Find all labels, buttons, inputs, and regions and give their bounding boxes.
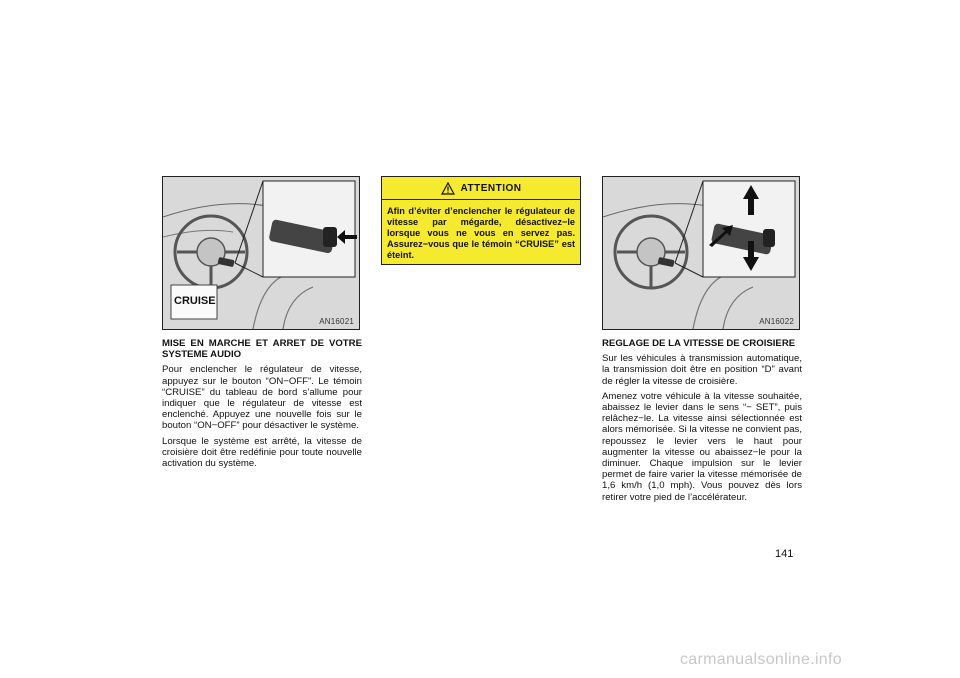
attention-text: Afin d’éviter d’enclencher le régulateur de vitesse par mégarde, désactivez−le lorsque vous ne vous en servez pas. Assurez−vous que le témoin “CRUISE” est éteint. <box>387 206 575 260</box>
warning-triangle-icon <box>441 182 455 195</box>
right-heading: REGLAGE DE LA VITESSE DE CROISIERE <box>602 338 796 349</box>
cruise-indicator-label: CRUISE <box>174 295 216 307</box>
attention-box <box>381 176 581 265</box>
watermark: carmanualsonline.info <box>680 651 842 668</box>
left-heading: MISE EN MARCHE ET ARRET DE VOTRE SYSTEME AUDIO <box>162 338 362 361</box>
left-paragraph-1: Pour enclencher le régulateur de vitesse, appuyez sur le bouton “ON−OFF”. Le témoin “CRUISE” du tableau de bord s’allume pour indiquer que le régulateur de vitesse est enclenché. Appuyez une nouvelle fois sur le bouton “ON−OFF” pour désactiver le système. <box>162 364 362 432</box>
page-number: 141 <box>775 548 794 560</box>
right-paragraph-1: Sur les véhicules à transmission automatique, la transmission doit être en position “D” avant de régler la vitesse de croisière. <box>602 353 802 387</box>
lever-drawing <box>603 177 799 329</box>
right-paragraph-2: Amenez votre véhicule à la vitesse souhaitée, abaissez le levier dans le sens “− SET”, puis relâchez−le. La vitesse ainsi sélectionnée est alors mémorisée. Si la vitesse ne convient pas, repoussez le levier vers le haut pour augmenter la vitesse ou abaissez−le pour la diminuer. Chaque impulsion sur le levier permet de faire varier la vitesse mémorisée de 1,6 km/h (1,0 mph). Vous pouvez dès lors retirer votre pied de l’accélérateur. <box>602 390 802 503</box>
attention-header <box>382 177 580 200</box>
right-column <box>602 338 802 507</box>
left-column <box>162 338 362 473</box>
left-paragraph-2: Lorsque le système est arrêté, la vitesse de croisière doit être redéfinie pour toute nouvelle activation du système. <box>162 435 362 470</box>
cruise-switch-illustration <box>162 176 360 330</box>
figure-code-right: AN16022 <box>759 317 794 326</box>
cruise-lever-illustration <box>602 176 800 330</box>
attention-title: ATTENTION <box>460 182 522 194</box>
figure-code-left: AN16021 <box>319 317 354 326</box>
